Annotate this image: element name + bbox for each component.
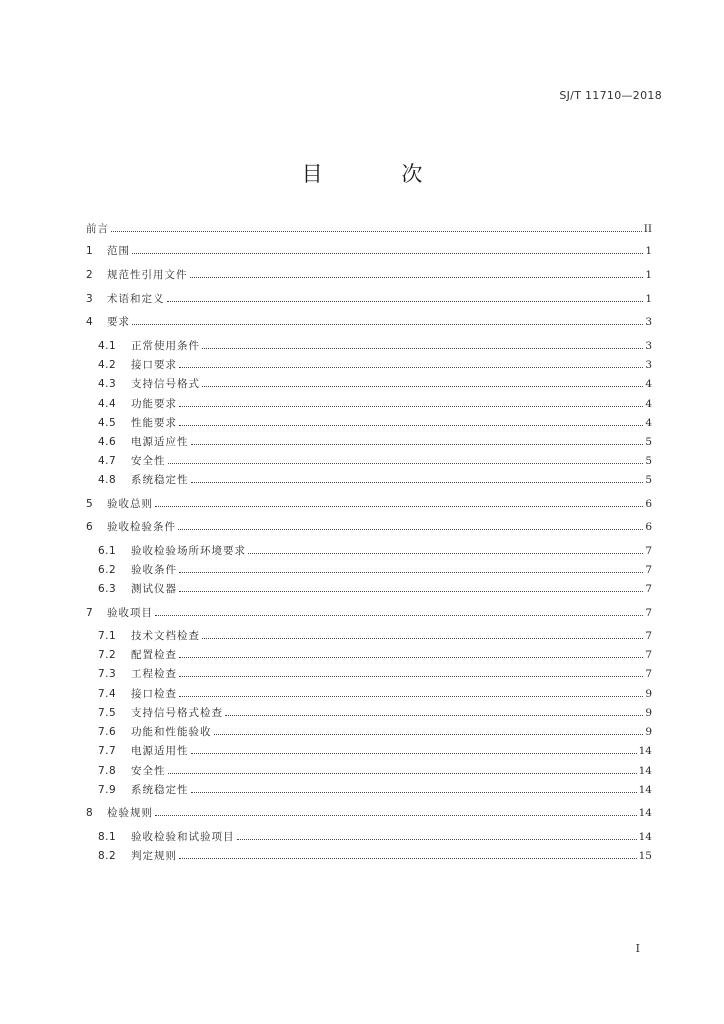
toc-entry-number: 7 <box>86 607 94 619</box>
toc-leader-dots <box>214 733 644 735</box>
toc-leader-dots <box>111 230 642 232</box>
toc-entry-title: 接口检查 <box>131 688 177 700</box>
toc-entry-number: 4.1 <box>98 340 117 352</box>
toc-entry-title: 术语和定义 <box>107 293 165 305</box>
toc-entry-page: 9 <box>645 688 652 700</box>
toc-entry-number: 3 <box>86 293 94 305</box>
toc-entry-page: 6 <box>645 521 652 533</box>
toc-leader-dots <box>202 385 643 387</box>
toc-entry-number: 1 <box>86 245 94 257</box>
toc-leader-dots <box>155 814 637 816</box>
toc-leader-dots <box>179 424 643 426</box>
toc-entry-title: 正常使用条件 <box>131 340 200 352</box>
toc-entry-page: 1 <box>645 293 652 305</box>
toc-entry-title: 验收总则 <box>107 498 153 510</box>
toc-entry[interactable] <box>98 760 652 778</box>
toc-entry-page: 14 <box>638 807 652 819</box>
toc-entry[interactable] <box>98 644 652 662</box>
toc-entry-page: 5 <box>645 455 652 467</box>
toc-entry-page: 9 <box>645 726 652 738</box>
toc-entry-page: 14 <box>638 784 652 796</box>
toc-entry[interactable] <box>86 802 652 820</box>
toc-entry-number: 7.4 <box>98 688 117 700</box>
toc-leader-dots <box>167 300 644 302</box>
toc-entry-number: 7.8 <box>98 765 117 777</box>
toc-entry-page: 5 <box>645 436 652 448</box>
toc-entry-page: 9 <box>645 707 652 719</box>
toc-entry-number: 4 <box>86 316 94 328</box>
toc-entry-number: 6.3 <box>98 583 117 595</box>
toc-entry-number: 5 <box>86 498 94 510</box>
toc-entry-page: 6 <box>645 498 652 510</box>
toc-entry-title: 测试仪器 <box>131 583 177 595</box>
toc-entry-page: 7 <box>645 564 652 576</box>
toc-entry-title: 验收检验场所环境要求 <box>131 545 246 557</box>
toc-leader-dots <box>191 752 637 754</box>
toc-entry-title: 前言 <box>86 223 109 235</box>
toc-entry-page: 7 <box>645 668 652 680</box>
toc-leader-dots <box>178 528 643 530</box>
toc-leader-dots <box>155 505 643 507</box>
toc-leader-dots <box>179 590 643 592</box>
toc-entry-title: 要求 <box>107 316 130 328</box>
toc-entry-number: 2 <box>86 269 94 281</box>
toc-entry[interactable] <box>98 625 652 643</box>
toc-entry-number: 4.4 <box>98 398 117 410</box>
toc-entry-title: 接口要求 <box>131 359 177 371</box>
toc-entry-title: 电源适应性 <box>131 436 189 448</box>
toc-entry[interactable] <box>86 288 652 306</box>
toc-entry[interactable] <box>98 702 652 720</box>
toc-leader-dots <box>191 443 644 445</box>
toc-entry-title: 验收检验条件 <box>107 521 176 533</box>
toc-entry-title: 验收检验和试验项目 <box>131 831 235 843</box>
toc-entry[interactable] <box>86 311 652 329</box>
toc-leader-dots <box>225 714 643 716</box>
toc-entry-page: 15 <box>638 850 652 862</box>
toc-entry-number: 4.3 <box>98 378 117 390</box>
toc-leader-dots <box>237 838 637 840</box>
toc-leader-dots <box>248 552 643 554</box>
toc-entry-page: 4 <box>645 398 652 410</box>
toc-entry-title: 功能要求 <box>131 398 177 410</box>
toc-entry[interactable] <box>98 578 652 596</box>
toc-entry-page: 7 <box>645 649 652 661</box>
toc-entry[interactable] <box>98 683 652 701</box>
toc-entry-number: 8 <box>86 807 94 819</box>
toc-entry[interactable] <box>98 826 652 844</box>
toc-entry-page: 7 <box>645 607 652 619</box>
toc-entry[interactable] <box>98 540 652 558</box>
toc-leader-dots <box>155 614 643 616</box>
toc-entry-title: 功能和性能验收 <box>131 726 212 738</box>
toc-entry[interactable] <box>86 516 652 534</box>
toc-entry[interactable] <box>86 218 652 236</box>
toc-entry-title: 安全性 <box>131 765 166 777</box>
toc-entry-number: 6.2 <box>98 564 117 576</box>
toc-leader-dots <box>168 462 644 464</box>
toc-entry-title: 范围 <box>107 245 130 257</box>
toc-entry-number: 4.7 <box>98 455 117 467</box>
toc-entry-number: 4.5 <box>98 417 117 429</box>
toc-entry-page: 7 <box>645 583 652 595</box>
page-number: I <box>635 942 640 955</box>
toc-entry-number: 7.5 <box>98 707 117 719</box>
toc-entry-title: 系统稳定性 <box>131 474 189 486</box>
toc-entry-title: 检验规则 <box>107 807 153 819</box>
toc-leader-dots <box>179 571 643 573</box>
toc-entry[interactable] <box>98 335 652 353</box>
toc-entry-title: 配置检查 <box>131 649 177 661</box>
toc-entry[interactable] <box>86 264 652 282</box>
toc-leader-dots <box>202 347 643 349</box>
toc-entry-title: 判定规则 <box>131 850 177 862</box>
toc-entry-page: 3 <box>645 359 652 371</box>
toc-entry-number: 8.1 <box>98 831 117 843</box>
toc-entry-title: 工程检查 <box>131 668 177 680</box>
toc-entry-title: 电源适用性 <box>131 745 189 757</box>
toc-entry[interactable] <box>86 602 652 620</box>
toc-entry-page: 3 <box>645 340 652 352</box>
toc-entry[interactable] <box>98 559 652 577</box>
toc-leader-dots <box>132 252 643 254</box>
toc-entry-number: 7.9 <box>98 784 117 796</box>
toc-entry-number: 6.1 <box>98 545 117 557</box>
page-title: 目 次 <box>301 162 459 186</box>
toc-entry-page: II <box>643 223 652 235</box>
toc-leader-dots <box>179 675 643 677</box>
toc-entry-number: 7.1 <box>98 630 117 642</box>
toc-entry[interactable] <box>98 373 652 391</box>
toc-entry-number: 7.2 <box>98 649 117 661</box>
toc-entry-page: 3 <box>645 316 652 328</box>
toc-entry-page: 7 <box>645 545 652 557</box>
toc-entry-number: 8.2 <box>98 850 117 862</box>
toc-entry-number: 4.6 <box>98 436 117 448</box>
toc-entry-title: 支持信号格式 <box>131 378 200 390</box>
toc-entry-number: 7.3 <box>98 668 117 680</box>
toc-entry-page: 14 <box>638 765 652 777</box>
toc-leader-dots <box>179 695 643 697</box>
toc-entry-number: 7.6 <box>98 726 117 738</box>
toc-entry-number: 4.8 <box>98 474 117 486</box>
toc-entry-page: 5 <box>645 474 652 486</box>
toc-entry-page: 1 <box>645 269 652 281</box>
toc-leader-dots <box>191 481 644 483</box>
toc-entry[interactable] <box>98 740 652 758</box>
toc-entry[interactable] <box>98 663 652 681</box>
toc-entry-title: 技术文档检查 <box>131 630 200 642</box>
toc-entry[interactable] <box>86 240 652 258</box>
toc-entry[interactable] <box>98 721 652 739</box>
toc-entry-title: 验收项目 <box>107 607 153 619</box>
toc-leader-dots <box>179 656 643 658</box>
toc-entry[interactable] <box>98 450 652 468</box>
toc-leader-dots <box>190 276 644 278</box>
toc-entry[interactable] <box>98 469 652 487</box>
toc-entry[interactable] <box>98 431 652 449</box>
standard-code: SJ/T 11710—2018 <box>559 89 662 102</box>
toc-entry[interactable] <box>86 493 652 511</box>
toc-entry-number: 4.2 <box>98 359 117 371</box>
toc-entry-number: 6 <box>86 521 94 533</box>
toc-entry[interactable] <box>98 354 652 372</box>
toc-entry-page: 4 <box>645 417 652 429</box>
toc-entry-title: 系统稳定性 <box>131 784 189 796</box>
toc-leader-dots <box>179 405 643 407</box>
toc-entry-page: 1 <box>645 245 652 257</box>
toc-entry-title: 支持信号格式检查 <box>131 707 223 719</box>
toc-entry-page: 7 <box>645 630 652 642</box>
toc-leader-dots <box>168 772 637 774</box>
toc-leader-dots <box>132 323 643 325</box>
toc-leader-dots <box>179 366 643 368</box>
toc-leader-dots <box>202 637 643 639</box>
toc-entry[interactable] <box>98 393 652 411</box>
toc-entry-title: 性能要求 <box>131 417 177 429</box>
toc-leader-dots <box>179 857 637 859</box>
toc-entry-page: 14 <box>638 831 652 843</box>
toc-entry[interactable] <box>98 412 652 430</box>
toc-entry-page: 4 <box>645 378 652 390</box>
toc-entry-number: 7.7 <box>98 745 117 757</box>
toc-entry-title: 规范性引用文件 <box>107 269 188 281</box>
toc-entry-title: 验收条件 <box>131 564 177 576</box>
toc-entry-page: 14 <box>638 745 652 757</box>
toc-entry[interactable] <box>98 845 652 863</box>
toc-leader-dots <box>191 791 637 793</box>
toc-entry[interactable] <box>98 779 652 797</box>
toc-entry-title: 安全性 <box>131 455 166 467</box>
